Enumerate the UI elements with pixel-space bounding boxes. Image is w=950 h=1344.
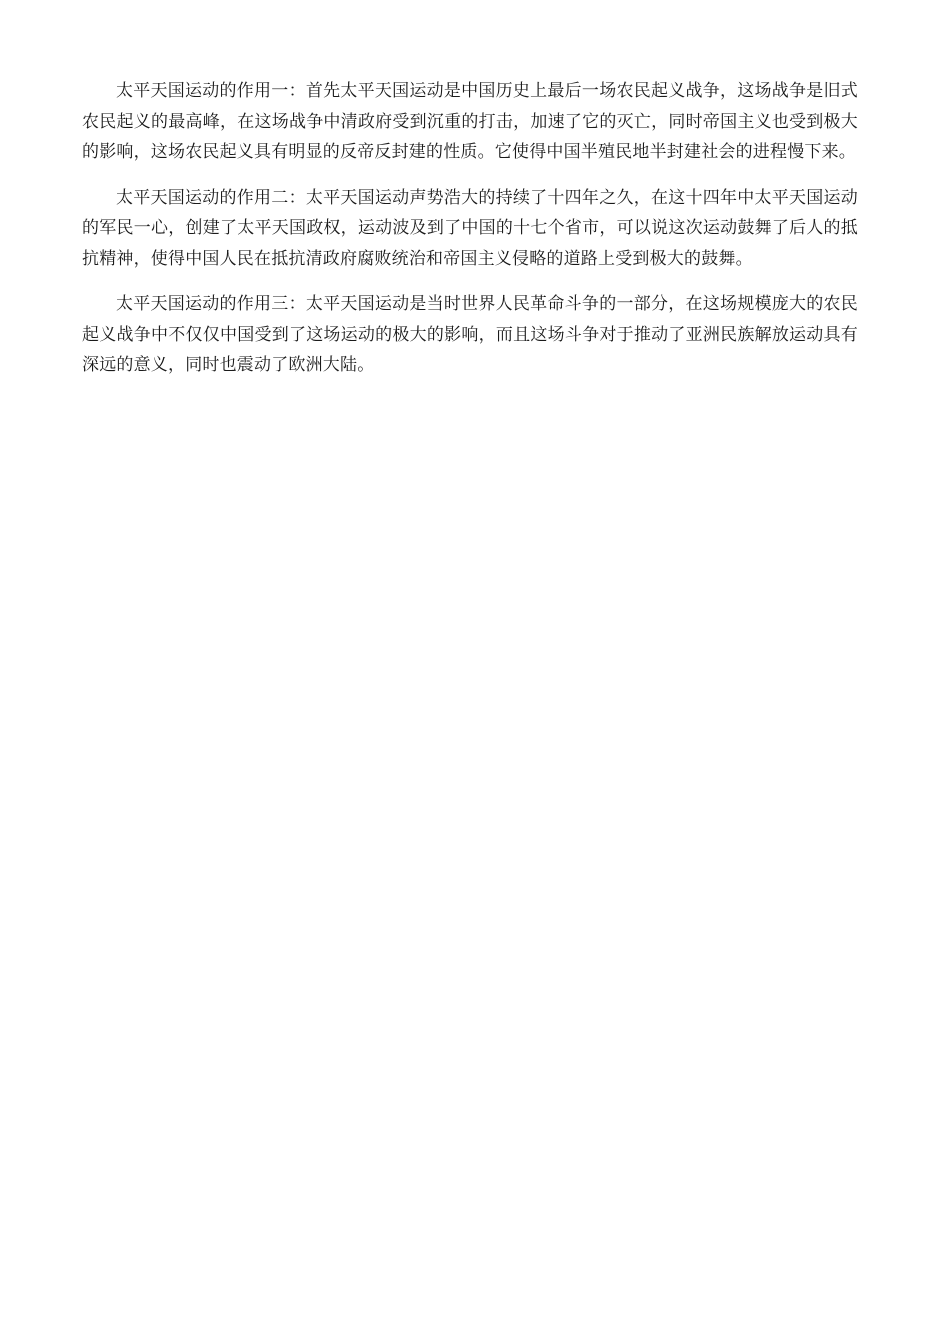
paragraph-effect-two: 太平天国运动的作用二：太平天国运动声势浩大的持续了十四年之久，在这十四年中太平天国运动的军民一心，创建了太平天国政权，运动波及到了中国的十七个省市，可以说这次运动鼓舞了后人的抵抗精神，使得中国人民在抵抗清政府腐败统治和帝国主义侵略的道路上受到极大的鼓舞。 bbox=[82, 187, 858, 269]
paragraph-effect-one: 太平天国运动的作用一：首先太平天国运动是中国历史上最后一场农民起义战争，这场战争是旧式农民起义的最高峰，在这场战争中清政府受到沉重的打击，加速了它的灭亡，同时帝国主义也受到极大的影响，这场农民起义具有明显的反帝反封建的性质。它使得中国半殖民地半封建社会的进程慢下来。 bbox=[82, 81, 858, 162]
paragraph-effect-three: 太平天国运动的作用三：太平天国运动是当时世界人民革命斗争的一部分，在这场规模庞大的农民起义战争中不仅仅中国受到了这场运动的极大的影响，而且这场斗争对于推动了亚洲民族解放运动具有深远的意义，同时也震动了欧洲大陆。 bbox=[82, 294, 858, 375]
